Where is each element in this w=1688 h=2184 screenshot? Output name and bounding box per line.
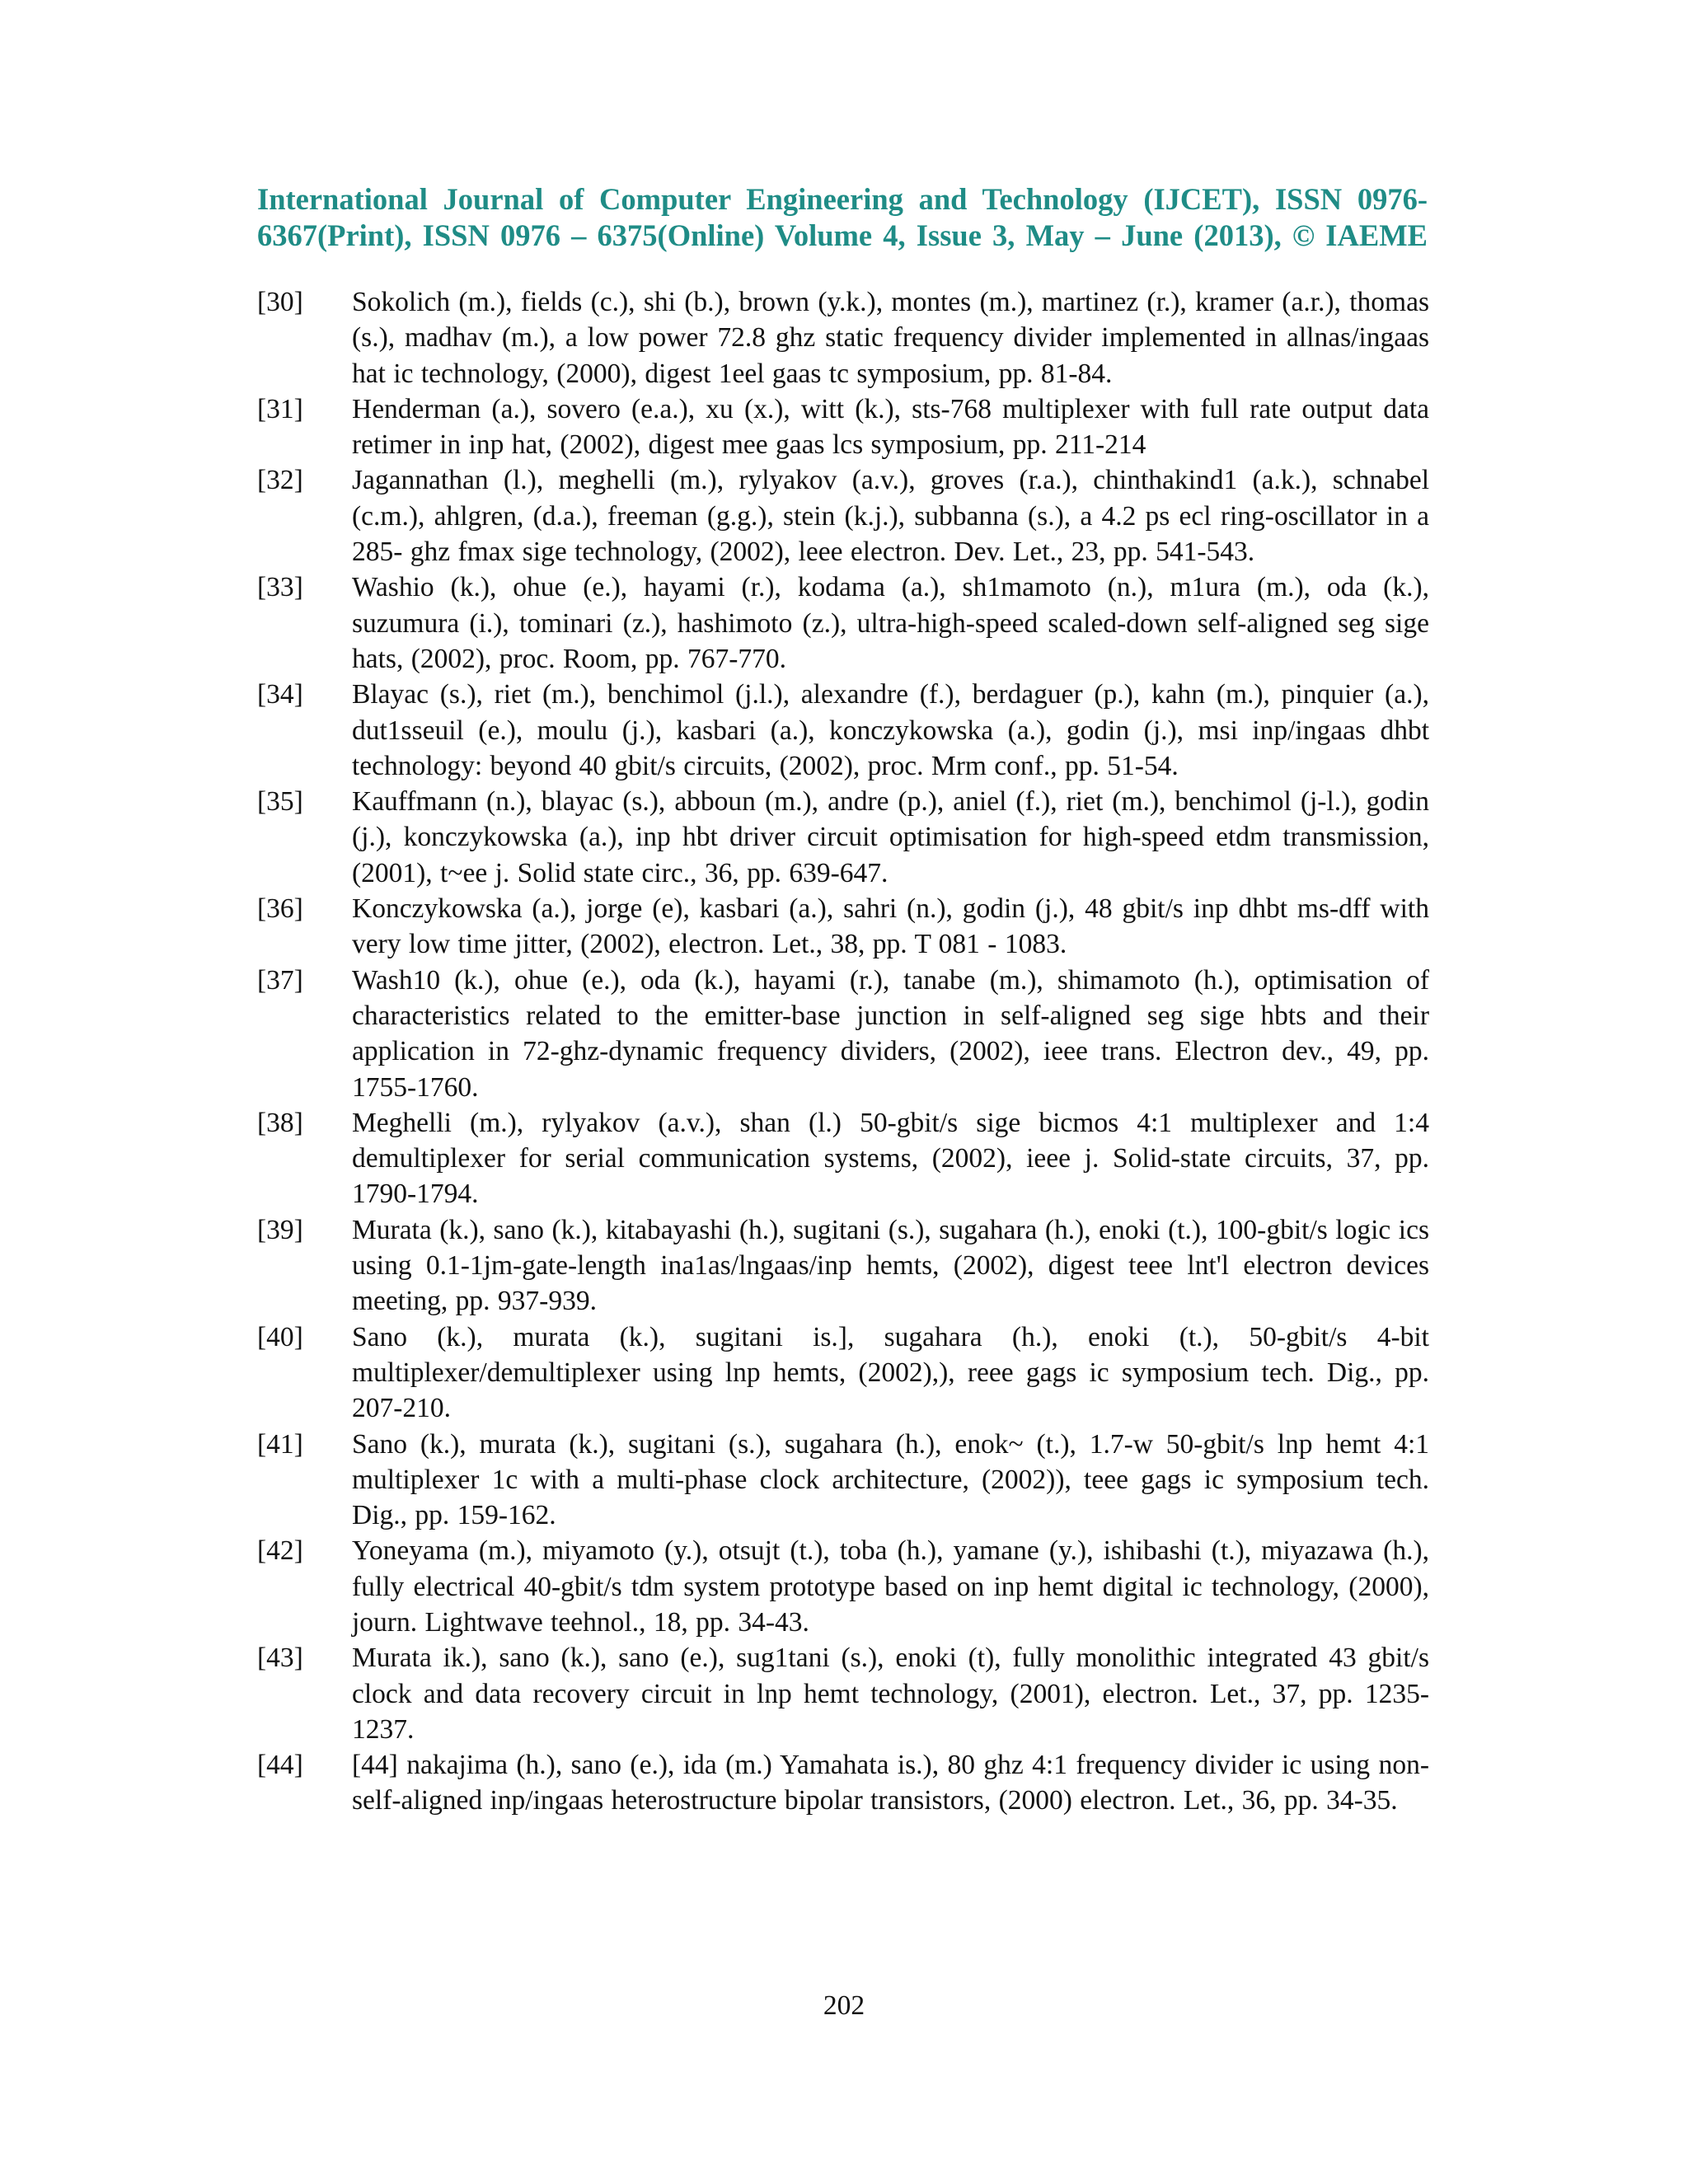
reference-text: Yoneyama (m.), miyamoto (y.), otsujt (t.), toba (h.), yamane (y.), ishibashi (t.), miyazawa (h.), fully electrical 40-gbit/s tdm system prototype based on inp hemt digital ic technology, (2000), journ. Lightwave teehnol., 18, pp. 34-43. [352, 1535, 1429, 1638]
reference-text: [44] nakajima (h.), sano (e.), ida (m.) Yamahata is.), 80 ghz 4:1 frequency divider ic using non-self-aligned inp/ingaas heterostructure bipolar transistors, (2000) electron. Let., 36, pp. 34-35. [352, 1750, 1429, 1816]
reference-number: [34] [257, 679, 303, 710]
reference-number: [31] [257, 393, 303, 424]
reference-number: [37] [257, 964, 303, 996]
reference-text: Blayac (s.), riet (m.), benchimol (j.l.), alexandre (f.), berdaguer (p.), kahn (m.), pinquier (a.), dut1sseuil (e.), moulu (j.), kasbari (a.), konczykowska (a.), godin (j.), msi inp/ingaas dhbt technology: beyond 40 gbit/s circuits, (2002), proc. Mrm conf., pp. 51-54. [352, 679, 1429, 781]
reference-text: Wash10 (k.), ohue (e.), oda (k.), hayami (r.), tanabe (m.), shimamoto (h.), optimisation of characteristics related to the emitter-base junction in self-aligned seg sige hbts and their application in 72-ghz-dynamic frequency dividers, (2002), ieee trans. Electron dev., 49, pp. 1755-1760. [352, 964, 1429, 1103]
reference-number: [36] [257, 893, 303, 925]
reference-text: Jagannathan (l.), meghelli (m.), rylyakov (a.v.), groves (r.a.), chinthakind1 (a.k.), schnabel (c.m.), ahlgren, (d.a.), freeman (g.g.), stein (k.j.), subbanna (s.), a 4.2 ps ecl ring-oscillator in a 285- ghz fmax sige technology, (2002), leee electron. Dev. Let., 23, pp. 541-543. [352, 465, 1429, 568]
reference-number: [30] [257, 287, 303, 317]
reference-item [257, 1533, 1429, 1640]
reference-number: [38] [257, 1107, 303, 1138]
reference-item [257, 284, 1429, 391]
reference-text: Sano (k.), murata (k.), sugitani (s.), sugahara (h.), enok~ (t.), 1.7-w 50-gbit/s lnp hemt 4:1 multiplexer 1c with a multi-phase clock architecture, (2002)), teee gags ic symposium tech. Dig., pp. 159-162. [352, 1428, 1429, 1531]
reference-text: Sano (k.), murata (k.), sugitani is.], sugahara (h.), enoki (t.), 50-gbit/s 4-bit multiplexer/demultiplexer using lnp hemts, (2002),), reee gags ic symposium tech. Dig., pp. 207-210. [352, 1321, 1429, 1424]
reference-item [257, 963, 1429, 1105]
reference-text: Meghelli (m.), rylyakov (a.v.), shan (l.) 50-gbit/s sige bicmos 4:1 multiplexer and 1:4 demultiplexer for serial communication systems, (2002), ieee j. Solid-state circuits, 37, pp. 1790-1794. [352, 1107, 1429, 1210]
reference-item [257, 677, 1429, 784]
reference-item [257, 1105, 1429, 1212]
reference-item [257, 1319, 1429, 1427]
journal-header-line-2: 6367(Print), ISSN 0976 – 6375(Online) Volume 4, Issue 3, May – June (2013), © IAEME [257, 218, 1428, 252]
reference-item [257, 569, 1429, 677]
journal-header-line-1: International Journal of Computer Engineering and Technology (IJCET), ISSN 0976- [257, 182, 1428, 216]
reference-number: [42] [257, 1535, 303, 1567]
reference-number: [41] [257, 1428, 303, 1460]
reference-item [257, 462, 1429, 569]
reference-list [257, 284, 1429, 1819]
reference-text: Washio (k.), ohue (e.), hayami (r.), kodama (a.), sh1mamoto (n.), m1ura (m.), oda (k.), suzumura (i.), tominari (z.), hashimoto (z.), ultra-high-speed scaled-down self-aligned seg sige hats, (2002), proc. Room, pp. 767-770. [352, 572, 1429, 674]
reference-text: Kauffmann (n.), blayac (s.), abboun (m.), andre (p.), aniel (f.), riet (m.), benchimol (j-l.), godin (j.), konczykowska (a.), inp hbt driver circuit optimisation for high-speed etdm transmission, (2001), t~ee j. Solid state circ., 36, pp. 639-647. [352, 786, 1429, 888]
reference-number: [35] [257, 786, 303, 818]
reference-item [257, 391, 1429, 463]
reference-text: Konczykowska (a.), jorge (e), kasbari (a.), sahri (n.), godin (j.), 48 gbit/s inp dhbt ms-dff with very low time jitter, (2002), electron. Let., 38, pp. T 081 - 1083. [352, 893, 1429, 960]
reference-text: Murata (k.), sano (k.), kitabayashi (h.), sugitani (s.), sugahara (h.), enoki (t.), 100-gbit/s logic ics using 0.1-1jm-gate-length ina1as/lngaas/inp hemts, (2002), digest teee lnt'l electron devices meeting, pp. 937-939. [352, 1214, 1429, 1317]
journal-header [257, 181, 1428, 254]
reference-item [257, 1427, 1429, 1534]
reference-text: Sokolich (m.), fields (c.), shi (b.), brown (y.k.), montes (m.), martinez (r.), kramer (a.r.), thomas (s.), madhav (m.), a low power 72.8 ghz static frequency divider implemented in allnas/ingaas hat ic technology, (2000), digest 1eel gaas tc symposium, pp. 81-84. [352, 287, 1429, 389]
reference-text: Murata ik.), sano (k.), sano (e.), sug1tani (s.), enoki (t), fully monolithic integrated 43 gbit/s clock and data recovery circuit in lnp hemt technology, (2001), electron. Let., 37, pp. 1235-1237. [352, 1643, 1429, 1745]
reference-item [257, 1212, 1429, 1319]
reference-item [257, 1640, 1429, 1747]
reference-item [257, 784, 1429, 891]
reference-number: [44] [257, 1750, 303, 1781]
reference-number: [39] [257, 1214, 303, 1245]
reference-number: [40] [257, 1321, 303, 1352]
page-number: 202 [823, 1990, 865, 2021]
reference-item [257, 891, 1429, 963]
reference-number: [43] [257, 1643, 303, 1674]
reference-number: [33] [257, 572, 303, 603]
reference-number: [32] [257, 465, 303, 496]
reference-item [257, 1747, 1429, 1819]
reference-text: Henderman (a.), sovero (e.a.), xu (x.), witt (k.), sts-768 multiplexer with full rate output data retimer in inp hat, (2002), digest mee gaas lcs symposium, pp. 211-214 [352, 393, 1429, 461]
